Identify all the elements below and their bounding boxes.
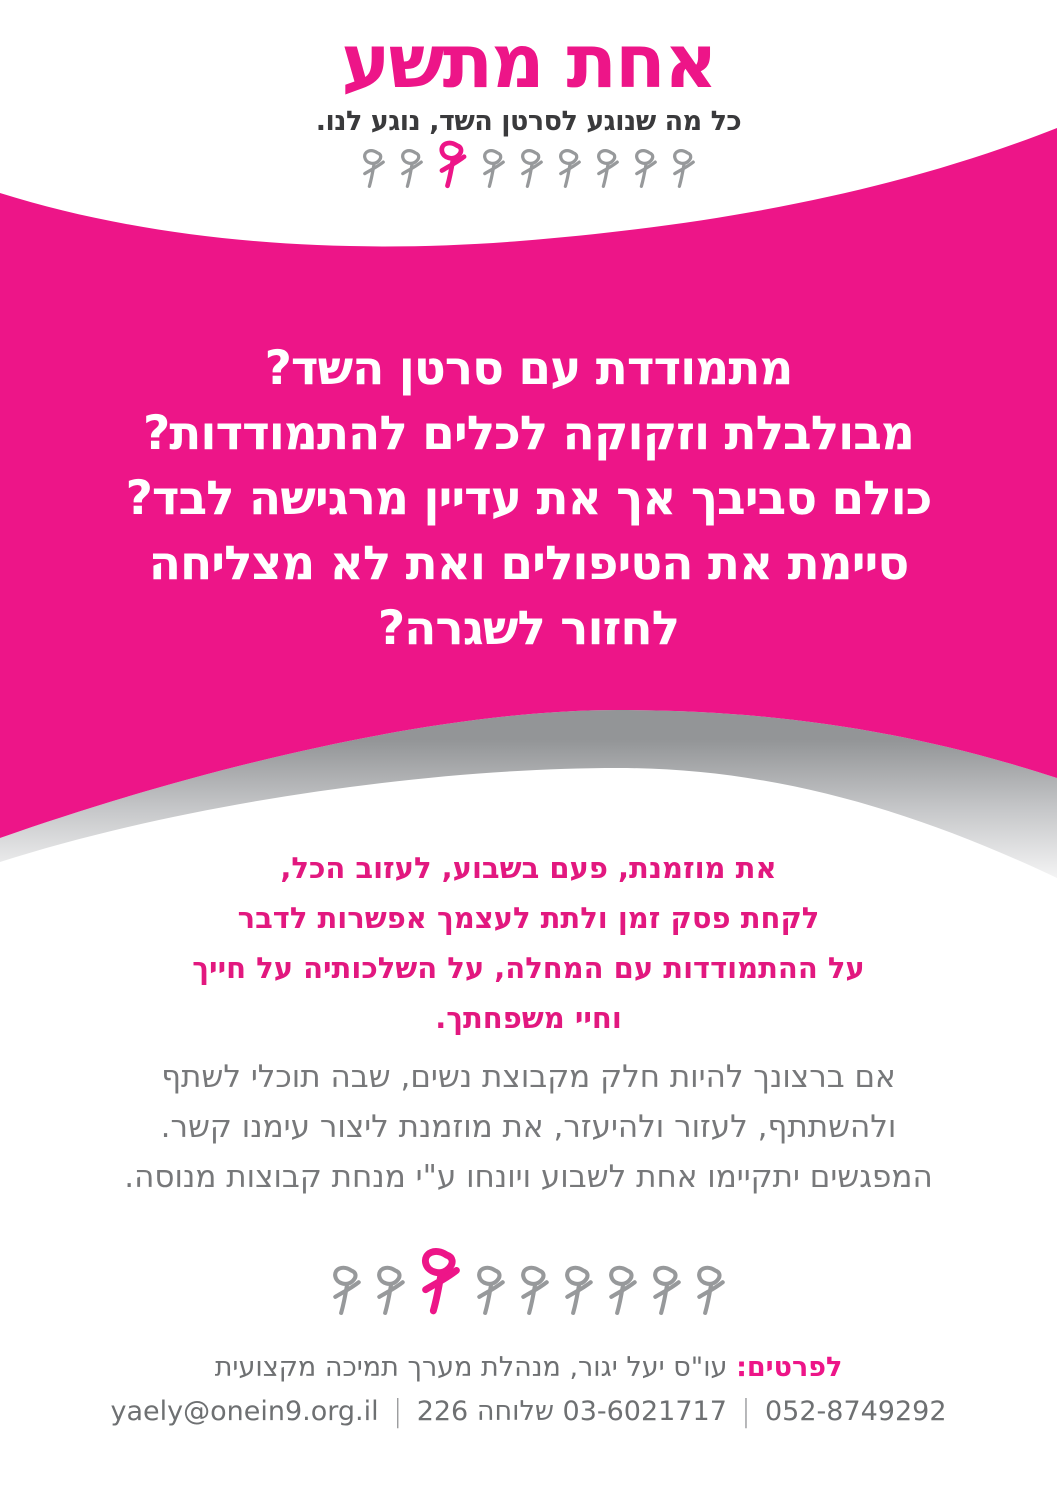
woman-figure-icon [397, 146, 427, 192]
woman-figure-icon [669, 146, 699, 192]
footer-phone-extension: 03-6021717 שלוחה 226 [416, 1396, 727, 1427]
hero-questions [0, 336, 1057, 661]
footer-contact-line [0, 1352, 1057, 1383]
separator: | [392, 1394, 403, 1429]
footer-mobile-number: 052-8749292 [765, 1396, 947, 1427]
details-line: המפגשים יתקיימו אחת לשבוע ויונחו ע"י מנחת קבוצות מנוסה. [124, 1159, 933, 1195]
invitation-line: וחיי משפחתך. [435, 1001, 622, 1035]
footer-phones-line [0, 1394, 1057, 1429]
footer-label: לפרטים: [736, 1352, 843, 1383]
details-line: אם ברצונך להיות חלק מקבוצת נשים, שבה תוכלי לשתף [161, 1059, 896, 1095]
separator: | [740, 1394, 751, 1429]
figures-row-top [0, 138, 1057, 192]
woman-figure-icon-highlighted [416, 1244, 466, 1320]
hero-line: לחזור לשגרה? [377, 601, 680, 656]
footer-email: yaely@onein9.org.il [110, 1396, 379, 1427]
woman-figure-icon [604, 1262, 642, 1320]
hero-line: סיימת את הטיפולים ואת לא מצליחה [148, 536, 909, 591]
woman-figure-icon [472, 1262, 510, 1320]
logo-wordmark: אחת מתשע [341, 19, 716, 105]
details-paragraph [0, 1052, 1057, 1202]
woman-figure-icon [648, 1262, 686, 1320]
woman-figure-icon-highlighted [435, 138, 471, 192]
invitation-line: את מוזמנת, פעם בשבוע, לעזוב הכל, [280, 851, 777, 885]
invitation-line: לקחת פסק זמן ולתת לעצמך אפשרות לדבר [237, 901, 820, 935]
hero-line: כולם סביבך אך את עדיין מרגישה לבד? [125, 471, 932, 526]
woman-figure-icon [479, 146, 509, 192]
invitation-paragraph [0, 843, 1057, 1043]
hero-line: מבולבלת וזקוקה לכלים להתמודדות? [143, 406, 914, 461]
woman-figure-icon [560, 1262, 598, 1320]
woman-figure-icon [593, 146, 623, 192]
woman-figure-icon [517, 146, 547, 192]
hero-line: מתמודדת עם סרטן השד? [264, 341, 793, 396]
woman-figure-icon [516, 1262, 554, 1320]
woman-figure-icon [555, 146, 585, 192]
woman-figure-icon [692, 1262, 730, 1320]
invitation-line: על ההתמודדות עם המחלה, על השלכותיה על חייך [192, 951, 865, 985]
footer-contact-name: עו"ס יעל יגור, מנהלת מערך תמיכה מקצועית [214, 1352, 728, 1383]
woman-figure-icon [359, 146, 389, 192]
woman-figure-icon [631, 146, 661, 192]
woman-figure-icon [372, 1262, 410, 1320]
details-line: ולהשתתף, לעזור ולהיעזר, את מוזמנת ליצור עימנו קשר. [160, 1109, 897, 1145]
tagline: כל מה שנוגע לסרטן השד, נוגע לנו. [315, 106, 742, 137]
figures-row-bottom [0, 1244, 1057, 1320]
woman-figure-icon [328, 1262, 366, 1320]
